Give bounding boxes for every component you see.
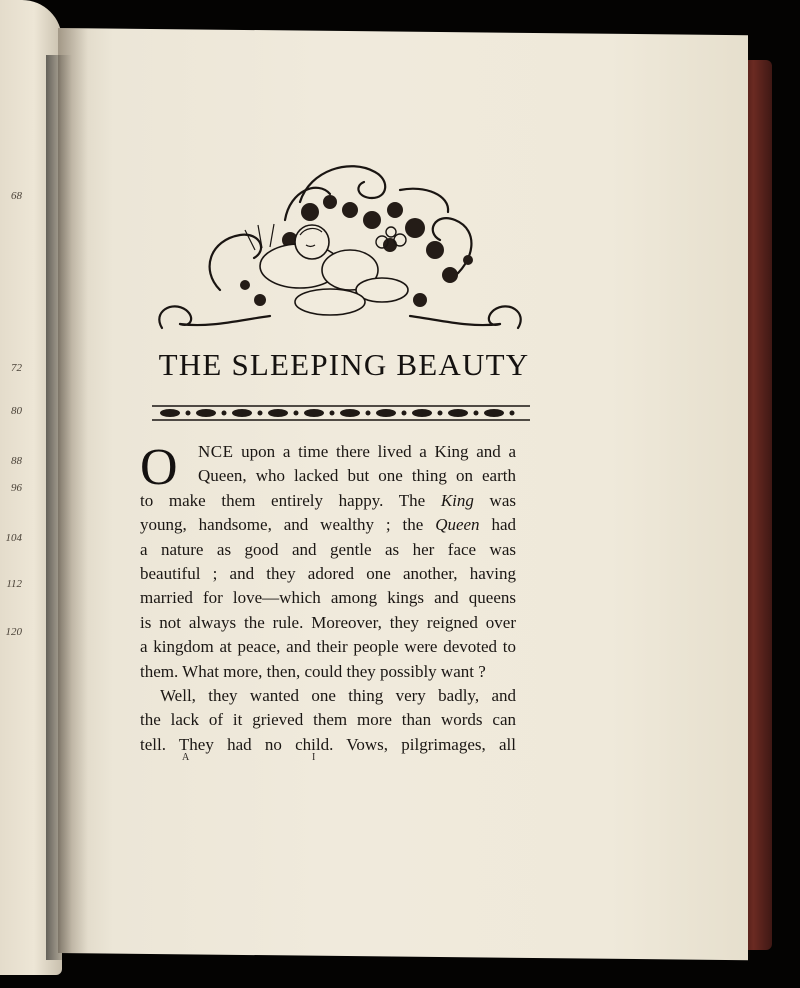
left-page-number: 96 (11, 482, 22, 494)
drop-cap: O (140, 439, 178, 496)
text-line: a kingdom at peace, and their people were devoted to (140, 637, 516, 657)
text-line: them. What more, then, could they possibly want ? (140, 661, 486, 681)
text-line: beautiful ; and they adored one another, having (140, 563, 516, 583)
story-text (140, 440, 516, 757)
text-line: young, handsome, and wealthy ; the Queen had (140, 515, 517, 535)
first-word: NCE (198, 442, 234, 461)
page-folio: I (312, 752, 316, 763)
left-page-number: 80 (11, 405, 22, 417)
sleeping-cherub-vignette (150, 150, 530, 340)
chapter-title: THE SLEEPING BEAUTY (158, 347, 530, 382)
italic-word: King (440, 490, 474, 510)
left-page-number: 112 (6, 578, 22, 590)
left-page-number: 68 (11, 190, 22, 202)
left-page-number: 88 (11, 455, 22, 467)
ornamental-rule (150, 402, 532, 424)
text-line: married for love—which among kings and queens (140, 588, 516, 608)
text-line: NCE upon a time there lived a King and a (198, 442, 516, 461)
left-page-number: 120 (5, 626, 22, 638)
text-line: to make them entirely happy. The King was (140, 490, 516, 510)
text-line: is not always the rule. Moreover, they reigned over (140, 612, 516, 632)
text-line: a nature as good and gentle as her face was (140, 539, 516, 559)
text-line: tell. They had no child. Vows, pilgrimages, all (140, 734, 516, 754)
book-gutter (46, 55, 72, 960)
text-line: Queen, who lacked but one thing on earth (198, 466, 516, 486)
text-line: the lack of it grieved them more than words can (140, 710, 516, 730)
left-page-number: 72 (11, 362, 22, 374)
signature-mark: A (182, 752, 190, 763)
left-page-number: 104 (5, 532, 22, 544)
italic-word: Queen (435, 515, 480, 535)
text-line: Well, they wanted one thing very badly, and (160, 685, 516, 705)
